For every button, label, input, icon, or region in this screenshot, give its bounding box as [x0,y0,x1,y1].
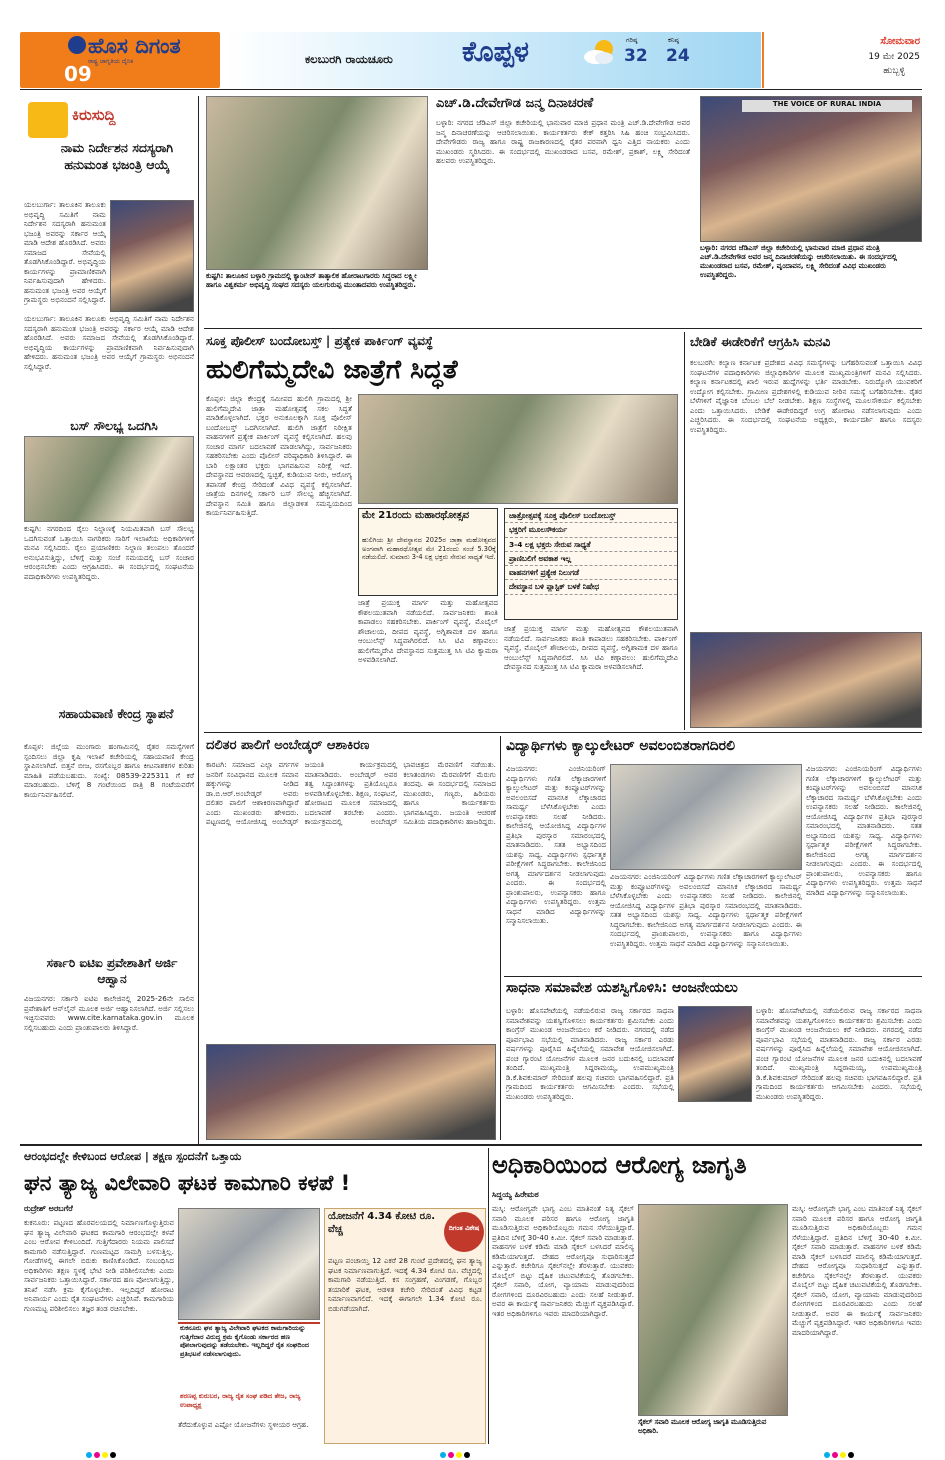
registration-marks-left [86,1452,116,1458]
bedike-headline: ಬೇಡಿಕೆ ಈಡೇರಿಕೆಗೆ ಆಗ್ರಹಿಸಿ ಮನವಿ [690,334,831,349]
huligemma-headline: ಹುಲಿಗೆಮ್ಮದೇವಿ ಜಾತ್ರೆಗೆ ಸಿದ್ಧತೆ [206,355,458,385]
bedike-photo [690,632,922,728]
row2-rule [204,732,922,733]
temp-min-value: 24 [666,46,690,66]
devegowda-heading: ಎಚ್.ಡಿ.ದೇವೇಗೌಡ ಜನ್ಮ ದಿನಾಚರಣೆ [436,96,594,111]
bottom-divider [488,1148,489,1444]
ghana-headline: ಘನ ತ್ಯಾಜ್ಯ ವಿಲೇವಾರಿ ಘಟಕ ಕಾಮಗಾರಿ ಕಳಪೆ ! [24,1171,351,1195]
calculator-rule [504,976,922,977]
devegowda-body: ಬಳ್ಳಾರಿ: ನಗರದ ಜೆಡಿಎಸ್ ಜಿಲ್ಲಾ ಕಚೇರಿಯಲ್ಲಿ ಭಾನುವಾರ ಮಾಜಿ ಪ್ರಧಾನ ಮಂತ್ರಿ ಎಚ್.ಡಿ.ದೇವೇಗೌಡ ಅವರ ಜನ್ಮ ದಿನಾಚರಣೆಯನ್ನು ಆಚರಿಸಲಾಯಿತು. ಕಾರ್ಯಕರ್ತರು ಕೇಕ್ ಕತ್ತರಿಸಿ ಸಿಹಿ ಹಂಚಿ ಸಂಭ್ರಮಿಸಿದರು. ದೇವೇಗೌಡರು ರಾಜ್ಯ ಹಾಗೂ ರಾಷ್ಟ್ರ ರಾಜಕಾರಣದಲ್ಲಿ ರೈತರ ಪರವಾಗಿ ಧ್ವನಿ ಎತ್ತಿದ ನಾಯಕರು ಎಂದು ಮುಖಂಡರು ಸ್ಮರಿಸಿದರು. ಈ ಸಂದರ್ಭದಲ್ಲಿ ಮುಖಂಡರಾದ ಬಸವ, ರಮೇಶ್, ಪ್ರಕಾಶ್, ಲಕ್ಷ್ಮಿ ಸೇರಿದಂತೆ ಹಲವರು ಉಪಸ್ಥಿತರಿದ್ದರು. [436,118,690,165]
bedike-body: ಕಲಬುರಗಿ: ಕಲ್ಯಾಣ ಕರ್ನಾಟಕ ಪ್ರದೇಶದ ವಿವಿಧ ಸಮಸ್ಯೆಗಳನ್ನು ಬಗೆಹರಿಸುವಂತೆ ಒತ್ತಾಯಿಸಿ ವಿವಿಧ ಸಂಘಟನೆಗಳ ಪದಾಧಿಕಾರಿಗಳು ಜಿಲ್ಲಾಧಿಕಾರಿಗಳ ಮೂಲಕ ಮುಖ್ಯಮಂತ್ರಿಗಳಿಗೆ ಮನವಿ ಸಲ್ಲಿಸಿದರು. ಕಲ್ಯಾಣ ಕರ್ನಾಟಕದಲ್ಲಿ ಖಾಲಿ ಇರುವ ಹುದ್ದೆಗಳನ್ನು ಭರ್ತಿ ಮಾಡಬೇಕು. ನಿರುದ್ಯೋಗಿ ಯುವಕರಿಗೆ ಉದ್ಯೋಗ ಕಲ್ಪಿಸಬೇಕು. ಗ್ರಾಮೀಣ ಪ್ರದೇಶಗಳಲ್ಲಿ ಕುಡಿಯುವ ನೀರಿನ ಸಮಸ್ಯೆ ಬಗೆಹರಿಸಬೇಕು. ರೈತರ ಬೆಳೆಗಳಿಗೆ ವೈಜ್ಞಾನಿಕ ಬೆಂಬಲ ಬೆಲೆ ನೀಡಬೇಕು. ಶಿಕ್ಷಣ ಸಂಸ್ಥೆಗಳಲ್ಲಿ ಮೂಲಸೌಕರ್ಯ ಕಲ್ಪಿಸಬೇಕು ಎಂದು ಒತ್ತಾಯಿಸಿದರು. ಬೇಡಿಕೆ ಈಡೇರದಿದ್ದರೆ ಉಗ್ರ ಹೋರಾಟ ನಡೆಸಲಾಗುವುದು ಎಂದು ಎಚ್ಚರಿಸಿದರು. ಈ ಸಂದರ್ಭದಲ್ಲಿ ಸಂಘಟನೆಯ ಅಧ್ಯಕ್ಷರು, ಕಾರ್ಯದರ್ಶಿ ಹಾಗೂ ಸದಸ್ಯರು ಉಪಸ್ಥಿತರಿದ್ದರು. [690,358,922,434]
ghana-cost-title: ಯೋಜನೆಗೆ 4.34 ಕೋಟಿ ರೂ. ವೆಚ್ಚ [328,1211,436,1235]
ghana-kicker: ಆರಂಭದಲ್ಲೇ ಕೇಳಿಬಂದ ಆರೋಪ | ತಕ್ಷಣ ಸ್ಪಂದನೆಗೆ ಒತ್ತಾಯ [24,1150,242,1163]
item2-title: ಬಸ್ ಸೌಲಭ್ಯ ಒದಗಿಸಿ [70,418,158,433]
bullet-item: ದೇವಸ್ಥಾನ ಬಳಿ ಪ್ಲಾಸ್ಟಿಕ್ ಬಳಕೆ ನಿಷೇಧ [505,580,677,594]
bullet-item: ವಾಹನಗಳಿಗೆ ಪ್ರತ್ಯೇಕ ನಿಲುಗಡೆ [505,566,677,580]
item4-body: ವಿಜಯನಗರ: ಸರ್ಕಾರಿ ಐಟಿಐ ಕಾಲೇಜಿನಲ್ಲಿ 2025-26ನೇ ಸಾಲಿನ ಪ್ರವೇಶಾತಿಗೆ ಆನ್‌ಲೈನ್ ಮೂಲಕ ಅರ್ಜಿ ಆಹ್ವಾನಿಸಲಾಗಿದೆ. ಅರ್ಜಿ ಸಲ್ಲಿಸಲು ಇಚ್ಛಿಸುವವರು www.cite.karnataka.gov.in ಮೂಲಕ ಸಲ್ಲಿಸಬಹುದು ಎಂದು ಪ್ರಾಂಶುಪಾಲರು ತಿಳಿಸಿದ್ದಾರೆ. [24,994,194,1032]
bullet-item: 3-4 ಲಕ್ಷ ಭಕ್ತರು ಸೇರುವ ಸಾಧ್ಯತೆ [505,538,677,552]
arogya-caption: ಸೈಕಲ್ ಸವಾರಿ ಮೂಲಕ ಆರೋಗ್ಯ ಜಾಗೃತಿ ಮೂಡಿಸುತ್ತಿರುವ ಅಧಿಕಾರಿ. [638,1418,767,1435]
sadhana-headline: ಸಾಧನಾ ಸಮಾವೇಶ ಯಶಸ್ವಿಗೊಳಿಸಿ: ಆಂಜನೇಯಲು [506,980,738,996]
masthead-rule [20,89,922,90]
ghana-photo [178,1208,320,1320]
arogya-cyclist-photo [638,1204,788,1416]
ambedkar-body: ಕಾರಟಗಿ: ಸಮಾಜದ ಎಲ್ಲಾ ವರ್ಗಗಳ ಜನರಿಗೆ ಸಂವಿಧಾನದ ಮೂಲಕ ಸಮಾನ ಹಕ್ಕುಗಳನ್ನು ನೀಡಿದ ಡಾ.ಬಿ.ಆರ್.ಅಂಬೇಡ್ಕರ್ ಅವರು ದಲಿತರ ಪಾಲಿಗೆ ಆಶಾಕಿರಣವಾಗಿದ್ದಾರೆ ಎಂದು ಮುಖಂಡರು ಹೇಳಿದರು. ಪಟ್ಟಣದಲ್ಲಿ ಆಯೋಜಿಸಿದ್ದ ಅಂಬೇಡ್ಕರ್ ಜಯಂತಿ ಕಾರ್ಯಕ್ರಮದಲ್ಲಿ ಮಾತನಾಡಿದರು. ಅಂಬೇಡ್ಕರ್ ಅವರ ತತ್ವ ಸಿದ್ಧಾಂತಗಳನ್ನು ಪ್ರತಿಯೊಬ್ಬರೂ ಅಳವಡಿಸಿಕೊಳ್ಳಬೇಕು. ಶಿಕ್ಷಣ, ಸಂಘಟನೆ, ಹೋರಾಟದ ಮೂಲಕ ಸಮಾಜದಲ್ಲಿ ಬದಲಾವಣೆ ತರಬೇಕು ಎಂದರು. ಕಾರ್ಯಕ್ರಮದಲ್ಲಿ ಅಂಬೇಡ್ಕರ್ ಭಾವಚಿತ್ರದ ಮೆರವಣಿಗೆ ನಡೆಯಿತು. ಕಲಾತಂಡಗಳು ಮೆರವಣಿಗೆಗೆ ಮೆರುಗು ತಂದವು. ಈ ಸಂದರ್ಭದಲ್ಲಿ ಸಮಾಜದ ಮುಖಂಡರು, ಗಣ್ಯರು, ಹಿರಿಯರು ಹಾಗೂ ಕಾರ್ಯಕರ್ತರು ಭಾಗವಹಿಸಿದ್ದರು. ಜಯಂತಿ ಆಚರಣೆ ಸಮಿತಿಯ ಪದಾಧಿಕಾರಿಗಳು ಹಾಜರಿದ್ದರು. [206,760,496,826]
issue-date: 19 ಮೇ 2025 [868,52,920,62]
kirusuddi-label: ಕಿರುಸುದ್ದಿ [72,106,116,124]
masthead [0,0,945,90]
huligemma-body2: ಜಾತ್ರೆ ಪ್ರಯುಕ್ತ ಮಾರ್ಗ ಮತ್ತು ಮಹೋತ್ಸವದ ಕೌಶಲಯುತವಾಗಿ ನಡೆಯಲಿದೆ. ಸಾರ್ವಜನಿಕರು ಶಾಂತಿ ಕಾಪಾಡಲು ಸಹಕರಿಸಬೇಕು. ಪಾರ್ಕಿಂಗ್ ವ್ಯವಸ್ಥೆ, ಮೊಬೈಲ್ ಶೌಚಾಲಯ, ದೀಪದ ವ್ಯವಸ್ಥೆ, ಅಗ್ನಿಶಾಮಕ ದಳ ಹಾಗೂ ಆಂಬುಲೆನ್ಸ್ ಸಿದ್ಧವಾಗಿರಲಿದೆ. ಸಿಸಿ ಟಿವಿ ಕಣ್ಗಾವಲು: ಹುಲಿಗೆಮ್ಮದೇವಿ ದೇವಸ್ಥಾನದ ಸುತ್ತಮುತ್ತ ಸಿಸಿ ಟಿವಿ ಕ್ಯಾಮರಾ ಅಳವಡಿಸಲಾಗಿದೆ. [358,598,498,664]
bullet-item: ಪ್ರಾಣಿಬಲಿಗೆ ಅವಕಾಶ ಇಲ್ಲ [505,552,677,566]
item2-body: ಕುಷ್ಟಗಿ: ನಗರದಿಂದ ರೈಲು ನಿಲ್ದಾಣಕ್ಕೆ ನಿಯಮಿತವಾಗಿ ಬಸ್ ಸೌಲಭ್ಯ ಒದಗಿಸುವಂತೆ ಒತ್ತಾಯಿಸಿ ನಾಗರಿಕರು ಸಾರಿಗೆ ಇಲಾಖೆಯ ಅಧಿಕಾರಿಗಳಿಗೆ ಮನವಿ ಸಲ್ಲಿಸಿದರು. ರೈಲು ಪ್ರಯಾಣಿಕರು ನಿಲ್ದಾಣ ತಲುಪಲು ತೊಂದರೆ ಅನುಭವಿಸುತ್ತಿದ್ದು, ಬೆಳಿಗ್ಗೆ ಮತ್ತು ಸಂಜೆ ಸಮಯದಲ್ಲಿ ಬಸ್ ಸಂಚಾರ ಆರಂಭಿಸಬೇಕು ಎಂದು ಆಗ್ರಹಿಸಿದರು. ಈ ಸಂದರ್ಭದಲ್ಲಿ ಸಂಘಟನೆಯ ಪದಾಧಿಕಾರಿಗಳು ಉಪಸ್ಥಿತರಿದ್ದರು. [24,524,194,581]
calculator-headline: ವಿದ್ಯಾರ್ಥಿಗಳು ಕ್ಯಾಲ್ಕುಲೇಟರ್ ಅವಲಂಬಿತರಾಗದಿರಲಿ [506,738,736,754]
kirusuddi-column [20,96,196,1144]
kushtagi-photo [206,96,428,270]
temp-min-label: ಕನಿಷ್ಠ [668,36,679,44]
registration-marks-right [824,1452,854,1458]
district-name: ಕೊಪ್ಪಳ [462,35,529,68]
item3-title: ಸಹಾಯವಾಣಿ ಕೇಂದ್ರ ಸ್ಥಾಪನೆ [58,706,174,721]
ghana-body-col1: ಕುಕನೂರು: ಪಟ್ಟಣದ ಹೊರವಲಯದಲ್ಲಿ ನಿರ್ಮಾಣಗೊಳ್ಳುತ್ತಿರುವ ಘನ ತ್ಯಾಜ್ಯ ವಿಲೇವಾರಿ ಘಟಕದ ಕಾಮಗಾರಿ ಆರಂಭದಲ್ಲೇ ಕಳಪೆ ಎಂಬ ಆರೋಪ ಕೇಳಿಬಂದಿದೆ. ಗುತ್ತಿಗೆದಾರರು ನಿಯಮ ಪಾಲಿಸದೆ ಕಾಮಗಾರಿ ನಡೆಸುತ್ತಿದ್ದಾರೆ. ಗುಣಮಟ್ಟದ ಸಾಮಗ್ರಿ ಬಳಸುತ್ತಿಲ್ಲ. ಗೋಡೆಗಳಲ್ಲಿ ಈಗಲೇ ಬಿರುಕು ಕಾಣಿಸಿಕೊಂಡಿದೆ. ಸಂಬಂಧಿಸಿದ ಅಧಿಕಾರಿಗಳು ತಕ್ಷಣ ಸ್ಥಳಕ್ಕೆ ಭೇಟಿ ನೀಡಿ ಪರಿಶೀಲಿಸಬೇಕು ಎಂದು ಸಾರ್ವಜನಿಕರು ಒತ್ತಾಯಿಸಿದ್ದಾರೆ. ಸರ್ಕಾರದ ಹಣ ಪೋಲಾಗುತ್ತಿದ್ದು, ತನಿಖೆ ನಡೆಸಿ ಕ್ರಮ ಕೈಗೊಳ್ಳಬೇಕು. ಇಲ್ಲದಿದ್ದರೆ ಹೋರಾಟ ಅನಿವಾರ್ಯ ಎಂದು ರೈತ ಸಂಘಟನೆಗಳು ಎಚ್ಚರಿಸಿವೆ. ಕಾಮಗಾರಿಯ ಗುಣಮಟ್ಟ ಪರಿಶೀಲಿಸಲು ತಜ್ಞರ ತಂಡ ರಚಿಸಬೇಕು. [24,1218,174,1313]
rathotsava-title: ಮೇ 21ರಂದು ಮಹಾರಥೋತ್ಸವ [362,510,470,521]
temp-max-value: 32 [624,46,648,66]
left-column-divider [198,96,199,1144]
huligemma-kicker: ಸೂಕ್ತ ಪೊಲೀಸ್ ಬಂದೋಬಸ್ತ್ | ಪ್ರತ್ಯೇಕ ಪಾರ್ಕಿಂಗ್ ವ್ಯವಸ್ಥೆ [206,334,434,348]
row1-rule [204,328,922,329]
sub-districts: ಕಲಬುರಗಿ ರಾಯಚೂರು [305,52,393,66]
bullet-item: ಜಾತ್ರೋತ್ಸವಕ್ಕೆ ಸೂಕ್ತ ಪೊಲೀಸ್ ಬಂದೋಬಸ್ತ್ [505,509,677,523]
rathotsava-body: ಹುಲಿಗಿಯ ಶ್ರೀ ದೇವಸ್ಥಾನದ 2025ರ ಜಾತ್ರಾ ಮಹೋತ್ಸವದ ಅಂಗವಾಗಿ ಮಹಾರಥೋತ್ಸವ ಮೇ 21ರಂದು ಸಂಜೆ 5.30ಕ್ಕೆ ನಡೆಯಲಿದೆ. ಸುಮಾರು 3-4 ಲಕ್ಷ ಭಕ್ತರು ಸೇರುವ ಸಾಧ್ಯತೆ ಇದೆ. [362,536,496,562]
item3-body: ಕೊಪ್ಪಳ: ಜಿಲ್ಲೆಯ ಮುಂಗಾರು ಹಂಗಾಮಿನಲ್ಲಿ ರೈತರ ಸಮಸ್ಯೆಗಳಿಗೆ ಸ್ಪಂದಿಸಲು ಜಿಲ್ಲಾ ಕೃಷಿ ಇಲಾಖೆ ಕಚೇರಿಯಲ್ಲಿ ಸಹಾಯವಾಣಿ ಕೇಂದ್ರ ಸ್ಥಾಪಿಸಲಾಗಿದೆ. ಬಿತ್ತನೆ ಬೀಜ, ರಸಗೊಬ್ಬರ ಹಾಗೂ ಕೀಟನಾಶಕಗಳ ಕುರಿತು ಮಾಹಿತಿ ಪಡೆಯಬಹುದು. ಸಂಖ್ಯೆ: 08539-225311 ಗೆ ಕರೆ ಮಾಡಬಹುದು. ಬೆಳಿಗ್ಗೆ 8 ಗಂಟೆಯಿಂದ ರಾತ್ರಿ 8 ಗಂಟೆಯವರೆಗೆ ಕಾರ್ಯನಿರ್ವಹಿಸಲಿದೆ. [24,742,194,799]
brand-logo-icon [68,36,86,54]
bullet-item: ಭಕ್ತರಿಗೆ ಮೂಲಸೌಕರ್ಯ [505,523,677,537]
arogya-body-left: ಮಸ್ಕಿ: ಆರೋಗ್ಯವೇ ಭಾಗ್ಯ ಎಂಬ ಮಾತಿನಂತೆ ನಿತ್ಯ ಸೈಕಲ್ ಸವಾರಿ ಮೂಲಕ ಪರಿಸರ ಹಾಗೂ ಆರೋಗ್ಯ ಜಾಗೃತಿ ಮೂಡಿಸುತ್ತಿರುವ ಅಧಿಕಾರಿಯೊಬ್ಬರು ಗಮನ ಸೆಳೆಯುತ್ತಿದ್ದಾರೆ. ಪ್ರತಿದಿನ ಬೆಳಿಗ್ಗೆ 30-40 ಕಿ.ಮೀ. ಸೈಕಲ್ ಸವಾರಿ ಮಾಡುತ್ತಾರೆ. ವಾಹನಗಳ ಬಳಕೆ ಕಡಿಮೆ ಮಾಡಿ ಸೈಕಲ್ ಬಳಸಿದರೆ ಮಾಲಿನ್ಯ ಕಡಿಮೆಯಾಗುತ್ತದೆ. ದೇಹದ ಆರೋಗ್ಯವೂ ಸುಧಾರಿಸುತ್ತದೆ ಎನ್ನುತ್ತಾರೆ. ಕಚೇರಿಗೂ ಸೈಕಲ್‌ನಲ್ಲೇ ತೆರಳುತ್ತಾರೆ. ಯುವಕರು ಮೊಬೈಲ್ ಬಿಟ್ಟು ದೈಹಿಕ ಚಟುವಟಿಕೆಯಲ್ಲಿ ತೊಡಗಬೇಕು. ಸೈಕಲ್ ಸವಾರಿ, ಯೋಗ, ವ್ಯಾಯಾಮ ಮಾಡುವುದರಿಂದ ರೋಗಗಳಿಂದ ದೂರವಿರಬಹುದು ಎಂದು ಸಲಹೆ ನೀಡುತ್ತಾರೆ. ಅವರ ಈ ಕಾರ್ಯಕ್ಕೆ ಸಾರ್ವಜನಿಕರು ಮೆಚ್ಚುಗೆ ವ್ಯಕ್ತಪಡಿಸಿದ್ದಾರೆ. ಇತರ ಅಧಿಕಾರಿಗಳಿಗೂ ಇವರು ಮಾದರಿಯಾಗಿದ್ದಾರೆ. [492,1204,634,1318]
registration-marks-center [440,1452,470,1458]
kushtagi-caption: ಕುಷ್ಟಗಿ: ತಾಲೂಕಿನ ಬಳ್ಳಾರಿ ಗ್ರಾಮದಲ್ಲಿ ಕ್ಯಾಂಟೀನ್ ತಾತ್ಕಾಲಿಕ ಹೋರಾಟಗಾರರು ಸಿದ್ಧರಾದ ಲಕ್ಷ್ಮೀ ಹಾಗೂ ವಿಶ್ವಕರ್ಮ ಅಭಿವೃದ್ಧಿ ಸಂಘದ ಸದಸ್ಯರು ಯಲಗುರುಪ್ಪ ಮುಂತಾದವರು ಉಪಸ್ಥಿತರಿದ್ದರು. [206,272,417,290]
row3-rule [20,1144,922,1146]
ambedkar-divider [500,736,501,1140]
ghana-byline: ರುದ್ರೇಶ್ ಅರಬಗೆರೆ [24,1204,73,1213]
digantha-badge-text: ದಿಗಂತ ವಿಶೇಷ [448,1224,480,1232]
calculator-body-mid: ವಿಜಯನಗರ: ಎಂಜಿನಿಯರಿಂಗ್ ವಿದ್ಯಾರ್ಥಿಗಳು ಗಣಿತ ಲೆಕ್ಕಾಚಾರಗಳಿಗೆ ಕ್ಯಾಲ್ಕುಲೇಟರ್ ಮತ್ತು ಕಂಪ್ಯೂಟರ್‌ಗಳನ್ನು ಅವಲಂಬಿಸದೆ ಮಾನಸಿಕ ಲೆಕ್ಕಾಚಾರದ ಸಾಮರ್ಥ್ಯ ಬೆಳೆಸಿಕೊಳ್ಳಬೇಕು ಎಂದು ಉಪನ್ಯಾಸಕರು ಸಲಹೆ ನೀಡಿದರು. ಕಾಲೇಜಿನಲ್ಲಿ ಆಯೋಜಿಸಿದ್ದ ವಿದ್ಯಾರ್ಥಿಗಳ ಪ್ರತಿಭಾ ಪುರಸ್ಕಾರ ಸಮಾರಂಭದಲ್ಲಿ ಮಾತನಾಡಿದರು. ಸತತ ಅಭ್ಯಾಸದಿಂದ ಯಶಸ್ಸು ಸಾಧ್ಯ. ವಿದ್ಯಾರ್ಥಿಗಳು ಸ್ಪರ್ಧಾತ್ಮಕ ಪರೀಕ್ಷೆಗಳಿಗೆ ಸಿದ್ಧರಾಗಬೇಕು. ಕಾಲೇಜಿನಿಂದ ಅಗತ್ಯ ಮಾರ್ಗದರ್ಶನ ನೀಡಲಾಗುವುದು ಎಂದರು. ಈ ಸಂದರ್ಭದಲ್ಲಿ ಪ್ರಾಂಶುಪಾಲರು, ಉಪನ್ಯಾಸಕರು ಹಾಗೂ ವಿದ್ಯಾರ್ಥಿಗಳು ಉಪಸ್ಥಿತರಿದ್ದರು. ಉತ್ತಮ ಸಾಧನೆ ಮಾಡಿದ ವಿದ್ಯಾರ್ಥಿಗಳನ್ನು ಸನ್ಮಾನಿಸಲಾಯಿತು. [610,872,802,948]
item1-photo [110,200,194,312]
page-number: 09 [64,62,92,86]
ghana-quote: ಕುಕನೂರು ಘನ ತ್ಯಾಜ್ಯ ವಿಲೇವಾರಿ ಘಟಕದ ಕಾಮಗಾರಿಯನ್ನು ಗುತ್ತಿಗೆದಾರ ವಿರುದ್ಧ ಕ್ರಮ ಕೈಗೊಂಡು ಸರ್ಕಾರದ ಹಣ ಪೋಲಾಗುವುದನ್ನು ತಡೆಯಬೇಕು. ಇಲ್ಲದಿದ್ದರೆ ರೈತ ಸಂಘದಿಂದ ಪ್ರತಿಭಟನೆ ನಡೆಸಲಾಗುವುದು. [180,1324,310,1358]
brand-tagline: ರಾಷ್ಟ್ರ ಜಾಗೃತಿಯ ದೈನಿಕ [88,58,134,65]
item1-body-cont: ಯಲಬುರ್ಗಾ: ತಾಲೂಕಿನ ತಾಲೂಕು ಅಭಿವೃದ್ಧಿ ಸಮಿತಿಗೆ ನಾಮ ನಿರ್ದೇಶನ ಸದಸ್ಯರಾಗಿ ಹನುಮಂತ ಭಜಂತ್ರಿ ಅವರನ್ನು ಸರ್ಕಾರ ಆಯ್ಕೆ ಮಾಡಿ ಆದೇಶ ಹೊರಡಿಸಿದೆ. ಅವರು ಸಮಾಜದ ಸೇವೆಯಲ್ಲಿ ತೊಡಗಿಸಿಕೊಂಡಿದ್ದಾರೆ. ಅಭಿವೃದ್ಧಿಯ ಕಾರ್ಯಗಳನ್ನು ಪ್ರಾಮಾಣಿಕವಾಗಿ ನಿರ್ವಹಿಸುವುದಾಗಿ ಹೇಳಿದರು. ಹನುಮಂತ ಭಜಂತ್ರಿ ಅವರ ಆಯ್ಕೆಗೆ ಗ್ರಾಮಸ್ಥರು ಅಭಿನಂದನೆ ಸಲ್ಲಿಸಿದ್ದಾರೆ. [24,314,194,371]
sadhana-body-right: ಬಳ್ಳಾರಿ: ಹೊಸಪೇಟೆಯಲ್ಲಿ ನಡೆಯಲಿರುವ ರಾಜ್ಯ ಸರ್ಕಾರದ ಸಾಧನಾ ಸಮಾವೇಶವನ್ನು ಯಶಸ್ವಿಗೊಳಿಸಲು ಕಾರ್ಯಕರ್ತರು ಶ್ರಮಿಸಬೇಕು ಎಂದು ಕಾಂಗ್ರೆಸ್ ಮುಖಂಡ ಆಂಜನೇಯಲು ಕರೆ ನೀಡಿದರು. ನಗರದಲ್ಲಿ ನಡೆದ ಪೂರ್ವಭಾವಿ ಸಭೆಯಲ್ಲಿ ಮಾತನಾಡಿದರು. ರಾಜ್ಯ ಸರ್ಕಾರ ಎರಡು ವರ್ಷಗಳನ್ನು ಪೂರೈಸಿದ ಹಿನ್ನೆಲೆಯಲ್ಲಿ ಸಮಾವೇಶ ಆಯೋಜಿಸಲಾಗಿದೆ. ಪಂಚ ಗ್ಯಾರಂಟಿ ಯೋಜನೆಗಳ ಮೂಲಕ ಜನರ ಬದುಕಿನಲ್ಲಿ ಬದಲಾವಣೆ ತಂದಿದೆ. ಮುಖ್ಯಮಂತ್ರಿ ಸಿದ್ದರಾಮಯ್ಯ, ಉಪಮುಖ್ಯಮಂತ್ರಿ ಡಿ.ಕೆ.ಶಿವಕುಮಾರ್ ಸೇರಿದಂತೆ ಹಲವು ಸಚಿವರು ಭಾಗವಹಿಸಲಿದ್ದಾರೆ. ಪ್ರತಿ ಗ್ರಾಮದಿಂದ ಕಾರ್ಯಕರ್ತರು ಆಗಮಿಸಬೇಕು ಎಂದರು. ಸಭೆಯಲ್ಲಿ ಮುಖಂಡರು ಉಪಸ್ಥಿತರಿದ್ದರು. [756,1006,922,1101]
arogya-byline: ಸಿದ್ದಯ್ಯ ಹಿರೇಮಠ [492,1190,539,1199]
sadhana-body-left: ಬಳ್ಳಾರಿ: ಹೊಸಪೇಟೆಯಲ್ಲಿ ನಡೆಯಲಿರುವ ರಾಜ್ಯ ಸರ್ಕಾರದ ಸಾಧನಾ ಸಮಾವೇಶವನ್ನು ಯಶಸ್ವಿಗೊಳಿಸಲು ಕಾರ್ಯಕರ್ತರು ಶ್ರಮಿಸಬೇಕು ಎಂದು ಕಾಂಗ್ರೆಸ್ ಮುಖಂಡ ಆಂಜನೇಯಲು ಕರೆ ನೀಡಿದರು. ನಗರದಲ್ಲಿ ನಡೆದ ಪೂರ್ವಭಾವಿ ಸಭೆಯಲ್ಲಿ ಮಾತನಾಡಿದರು. ರಾಜ್ಯ ಸರ್ಕಾರ ಎರಡು ವರ್ಷಗಳನ್ನು ಪೂರೈಸಿದ ಹಿನ್ನೆಲೆಯಲ್ಲಿ ಸಮಾವೇಶ ಆಯೋಜಿಸಲಾಗಿದೆ. ಪಂಚ ಗ್ಯಾರಂಟಿ ಯೋಜನೆಗಳ ಮೂಲಕ ಜನರ ಬದುಕಿನಲ್ಲಿ ಬದಲಾವಣೆ ತಂದಿದೆ. ಮುಖ್ಯಮಂತ್ರಿ ಸಿದ್ದರಾಮಯ್ಯ, ಉಪಮುಖ್ಯಮಂತ್ರಿ ಡಿ.ಕೆ.ಶಿವಕುಮಾರ್ ಸೇರಿದಂತೆ ಹಲವು ಸಚಿವರು ಭಾಗವಹಿಸಲಿದ್ದಾರೆ. ಪ್ರತಿ ಗ್ರಾಮದಿಂದ ಕಾರ್ಯಕರ್ತರು ಆಗಮಿಸಬೇಕು ಎಂದರು. ಸಭೆಯಲ್ಲಿ ಮುಖಂಡರು ಉಪಸ್ಥಿತರಿದ್ದರು. [506,1006,674,1101]
calculator-body-left: ವಿಜಯನಗರ: ಎಂಜಿನಿಯರಿಂಗ್ ವಿದ್ಯಾರ್ಥಿಗಳು ಗಣಿತ ಲೆಕ್ಕಾಚಾರಗಳಿಗೆ ಕ್ಯಾಲ್ಕುಲೇಟರ್ ಮತ್ತು ಕಂಪ್ಯೂಟರ್‌ಗಳನ್ನು ಅವಲಂಬಿಸದೆ ಮಾನಸಿಕ ಲೆಕ್ಕಾಚಾರದ ಸಾಮರ್ಥ್ಯ ಬೆಳೆಸಿಕೊಳ್ಳಬೇಕು ಎಂದು ಉಪನ್ಯಾಸಕರು ಸಲಹೆ ನೀಡಿದರು. ಕಾಲೇಜಿನಲ್ಲಿ ಆಯೋಜಿಸಿದ್ದ ವಿದ್ಯಾರ್ಥಿಗಳ ಪ್ರತಿಭಾ ಪುರಸ್ಕಾರ ಸಮಾರಂಭದಲ್ಲಿ ಮಾತನಾಡಿದರು. ಸತತ ಅಭ್ಯಾಸದಿಂದ ಯಶಸ್ಸು ಸಾಧ್ಯ. ವಿದ್ಯಾರ್ಥಿಗಳು ಸ್ಪರ್ಧಾತ್ಮಕ ಪರೀಕ್ಷೆಗಳಿಗೆ ಸಿದ್ಧರಾಗಬೇಕು. ಕಾಲೇಜಿನಿಂದ ಅಗತ್ಯ ಮಾರ್ಗದರ್ಶನ ನೀಡಲಾಗುವುದು ಎಂದರು. ಈ ಸಂದರ್ಭದಲ್ಲಿ ಪ್ರಾಂಶುಪಾಲರು, ಉಪನ್ಯಾಸಕರು ಹಾಗೂ ವಿದ್ಯಾರ್ಥಿಗಳು ಉಪಸ್ಥಿತರಿದ್ದರು. ಉತ್ತಮ ಸಾಧನೆ ಮಾಡಿದ ವಿದ್ಯಾರ್ಥಿಗಳನ್ನು ಸನ್ಮಾನಿಸಲಾಯಿತು. [506,764,606,925]
rural-banner: THE VOICE OF RURAL INDIA [742,100,912,112]
ghana-quote-author: ಶರಣಪ್ಪ ಕುರುಬರ, ರಾಜ್ಯ ರೈತ ಸಂಘ ಪಡಿದ ತೇಜ, ರಾಜ್ಯ ಉಪಾಧ್ಯಕ್ಷ [180,1392,301,1409]
item4-title: ಸರ್ಕಾರಿ ಐಟಿಐ ಪ್ರವೇಶಾತಿಗೆ ಅರ್ಜಿ ಆಹ್ವಾನ [46,956,178,986]
huligemma-bullets [504,508,678,620]
calculator-photo [610,764,802,870]
weekday: ಸೋಮವಾರ [880,36,920,47]
temp-max-label: ಗರಿಷ್ಠ [626,36,638,44]
hand-icon [28,102,68,138]
edition-city: ಹುಬ್ಬಳ್ಳಿ [883,66,905,76]
ghana-footer-note: ತೆರೆದುಕೊಳ್ಳುವ ಎಷ್ಟೋ ಯೋಜನೆಗಳು ಸ್ಥಳೀಯರ ಆಗ್ರಹ. [178,1420,309,1429]
brand-name: ಹೊಸ ದಿಗಂತ [88,34,181,58]
weather-cloud-icon [582,38,616,66]
devegowda-caption: ಬಳ್ಳಾರಿ: ನಗರದ ಜೆಡಿಎಸ್ ಜಿಲ್ಲಾ ಕಚೇರಿಯಲ್ಲಿ ಭಾನುವಾರ ಮಾಜಿ ಪ್ರಧಾನ ಮಂತ್ರಿ ಎಚ್.ಡಿ.ದೇವೇಗೌಡ ಅವರ ಜನ್ಮ ದಿನಾಚರಣೆಯನ್ನು ಆಚರಿಸಲಾಯಿತು. ಈ ಸಂದರ್ಭದಲ್ಲಿ ಮುಖಂಡರಾದ ಬಸವ, ರಮೇಶ್, ವೃಂದಾವನ, ಲಕ್ಷ್ಮಿ ಸೇರಿದಂತೆ ವಿವಿಧ ಮುಖಂಡರು ಉಪಸ್ಥಿತರಿದ್ದರು. [700,244,898,280]
ambedkar-headline: ದಲಿತರ ಪಾಲಿಗೆ ಅಂಬೇಡ್ಕರ್ ಆಶಾಕಿರಣ [206,738,370,753]
item1-title: ನಾಮ ನಿರ್ದೇಶನ ಸದಸ್ಯರಾಗಿ ಹನುಮಂತ ಭಜಂತ್ರಿ ಆಯ್ಕೆ [60,140,174,172]
calculator-body-right: ವಿಜಯನಗರ: ಎಂಜಿನಿಯರಿಂಗ್ ವಿದ್ಯಾರ್ಥಿಗಳು ಗಣಿತ ಲೆಕ್ಕಾಚಾರಗಳಿಗೆ ಕ್ಯಾಲ್ಕುಲೇಟರ್ ಮತ್ತು ಕಂಪ್ಯೂಟರ್‌ಗಳನ್ನು ಅವಲಂಬಿಸದೆ ಮಾನಸಿಕ ಲೆಕ್ಕಾಚಾರದ ಸಾಮರ್ಥ್ಯ ಬೆಳೆಸಿಕೊಳ್ಳಬೇಕು ಎಂದು ಉಪನ್ಯಾಸಕರು ಸಲಹೆ ನೀಡಿದರು. ಕಾಲೇಜಿನಲ್ಲಿ ಆಯೋಜಿಸಿದ್ದ ವಿದ್ಯಾರ್ಥಿಗಳ ಪ್ರತಿಭಾ ಪುರಸ್ಕಾರ ಸಮಾರಂಭದಲ್ಲಿ ಮಾತನಾಡಿದರು. ಸತತ ಅಭ್ಯಾಸದಿಂದ ಯಶಸ್ಸು ಸಾಧ್ಯ. ವಿದ್ಯಾರ್ಥಿಗಳು ಸ್ಪರ್ಧಾತ್ಮಕ ಪರೀಕ್ಷೆಗಳಿಗೆ ಸಿದ್ಧರಾಗಬೇಕು. ಕಾಲೇಜಿನಿಂದ ಅಗತ್ಯ ಮಾರ್ಗದರ್ಶನ ನೀಡಲಾಗುವುದು ಎಂದರು. ಈ ಸಂದರ್ಭದಲ್ಲಿ ಪ್ರಾಂಶುಪಾಲರು, ಉಪನ್ಯಾಸಕರು ಹಾಗೂ ವಿದ್ಯಾರ್ಥಿಗಳು ಉಪಸ್ಥಿತರಿದ್ದರು. ಉತ್ತಮ ಸಾಧನೆ ಮಾಡಿದ ವಿದ್ಯಾರ್ಥಿಗಳನ್ನು ಸನ್ಮಾನಿಸಲಾಯಿತು. [806,764,922,897]
ghana-cost-body: ಪಟ್ಟಣ ಪಂಚಾಯ್ತಿ 12 ಎಕರೆ 28 ಗುಂಟೆ ಪ್ರದೇಶದಲ್ಲಿ ಘನ ತ್ಯಾಜ್ಯ ಘಟಕ ನಿರ್ಮಾಣವಾಗುತ್ತಿದೆ. ಇದಕ್ಕೆ 4.34 ಕೋಟಿ ರೂ. ವೆಚ್ಚದಲ್ಲಿ ಕಾಮಗಾರಿ ನಡೆಯುತ್ತಿದೆ. ಕಸ ಸಂಗ್ರಹಣೆ, ವಿಂಗಡಣೆ, ಗೊಬ್ಬರ ತಯಾರಿಕೆ ಘಟಕ, ಆಡಳಿತ ಕಚೇರಿ ಸೇರಿದಂತೆ ವಿವಿಧ ಕಟ್ಟಡ ನಿರ್ಮಾಣವಾಗಲಿದೆ. ಇದಕ್ಕೆ ಈಗಾಗಲೇ 1.34 ಕೋಟಿ ರೂ. ಬಿಡುಗಡೆಯಾಗಿದೆ. [328,1256,482,1313]
center-right-divider [684,332,685,730]
item1-body: ಯಲಬುರ್ಗಾ: ತಾಲೂಕಿನ ತಾಲೂಕು ಅಭಿವೃದ್ಧಿ ಸಮಿತಿಗೆ ನಾಮ ನಿರ್ದೇಶನ ಸದಸ್ಯರಾಗಿ ಹನುಮಂತ ಭಜಂತ್ರಿ ಅವರನ್ನು ಸರ್ಕಾರ ಆಯ್ಕೆ ಮಾಡಿ ಆದೇಶ ಹೊರಡಿಸಿದೆ. ಅವರು ಸಮಾಜದ ಸೇವೆಯಲ್ಲಿ ತೊಡಗಿಸಿಕೊಂಡಿದ್ದಾರೆ. ಅಭಿವೃದ್ಧಿಯ ಕಾರ್ಯಗಳನ್ನು ಪ್ರಾಮಾಣಿಕವಾಗಿ ನಿರ್ವಹಿಸುವುದಾಗಿ ಹೇಳಿದರು. ಹನುಮಂತ ಭಜಂತ್ರಿ ಅವರ ಆಯ್ಕೆಗೆ ಗ್ರಾಮಸ್ಥರು ಅಭಿನಂದನೆ ಸಲ್ಲಿಸಿದ್ದಾರೆ. [24,200,106,304]
ambedkar-photo [206,1044,496,1140]
item2-photo [24,436,194,522]
devegowda-photo [700,96,922,242]
sadhana-portrait [678,1006,752,1102]
huligemma-photo [358,394,678,504]
huligemma-body: ಕೊಪ್ಪಳ: ಜಿಲ್ಲಾ ಕೇಂದ್ರಕ್ಕೆ ಸಮೀಪದ ಹುಲಿಗಿ ಗ್ರಾಮದಲ್ಲಿ ಶ್ರೀ ಹುಲಿಗೆಮ್ಮದೇವಿ ಜಾತ್ರಾ ಮಹೋತ್ಸವಕ್ಕೆ ಸಕಲ ಸಿದ್ಧತೆ ಮಾಡಿಕೊಳ್ಳಲಾಗಿದೆ. ಭಕ್ತರ ಅನುಕೂಲಕ್ಕಾಗಿ ಸೂಕ್ತ ಪೊಲೀಸ್ ಬಂದೋಬಸ್ತ್ ಒದಗಿಸಲಾಗಿದೆ. ಹುಲಿಗಿ ಜಾತ್ರೆಗೆ ನಿರೀಕ್ಷಿತ ವಾಹನಗಳಿಗೆ ಪ್ರತ್ಯೇಕ ಪಾರ್ಕಿಂಗ್ ವ್ಯವಸ್ಥೆ ಕಲ್ಪಿಸಲಾಗಿದೆ. ಹಲವು ಸಂಚಾರ ಮಾರ್ಗ ಬದಲಾವಣೆ ಮಾಡಲಾಗಿದ್ದು, ಸಾರ್ವಜನಿಕರು ಸಹಕರಿಸಬೇಕು ಎಂದು ಪೊಲೀಸ್ ವರಿಷ್ಠಾಧಿಕಾರಿ ತಿಳಿಸಿದ್ದಾರೆ. ಈ ಬಾರಿ ಲಕ್ಷಾಂತರ ಭಕ್ತರು ಭಾಗವಹಿಸುವ ನಿರೀಕ್ಷೆ ಇದೆ. ದೇವಸ್ಥಾನದ ಆವರಣದಲ್ಲಿ ಸ್ವಚ್ಛತೆ, ಕುಡಿಯುವ ನೀರು, ಆರೋಗ್ಯ ತಪಾಸಣೆ ಕೇಂದ್ರ ಸೇರಿದಂತೆ ವಿವಿಧ ವ್ಯವಸ್ಥೆ ಕಲ್ಪಿಸಲಾಗಿದೆ. ಜಾತ್ರೆಯ ದಿನಗಳಲ್ಲಿ ಸರ್ಕಾರಿ ಬಸ್ ಸೌಲಭ್ಯ ಹೆಚ್ಚಿಸಲಾಗಿದೆ. ದೇವಸ್ಥಾನ ಸಮಿತಿ ಹಾಗೂ ಜಿಲ್ಲಾಡಳಿತ ಸಮನ್ವಯದಿಂದ ಕಾರ್ಯನಿರ್ವಹಿಸುತ್ತಿದೆ. [206,394,352,517]
arogya-body-right: ಮಸ್ಕಿ: ಆರೋಗ್ಯವೇ ಭಾಗ್ಯ ಎಂಬ ಮಾತಿನಂತೆ ನಿತ್ಯ ಸೈಕಲ್ ಸವಾರಿ ಮೂಲಕ ಪರಿಸರ ಹಾಗೂ ಆರೋಗ್ಯ ಜಾಗೃತಿ ಮೂಡಿಸುತ್ತಿರುವ ಅಧಿಕಾರಿಯೊಬ್ಬರು ಗಮನ ಸೆಳೆಯುತ್ತಿದ್ದಾರೆ. ಪ್ರತಿದಿನ ಬೆಳಿಗ್ಗೆ 30-40 ಕಿ.ಮೀ. ಸೈಕಲ್ ಸವಾರಿ ಮಾಡುತ್ತಾರೆ. ವಾಹನಗಳ ಬಳಕೆ ಕಡಿಮೆ ಮಾಡಿ ಸೈಕಲ್ ಬಳಸಿದರೆ ಮಾಲಿನ್ಯ ಕಡಿಮೆಯಾಗುತ್ತದೆ. ದೇಹದ ಆರೋಗ್ಯವೂ ಸುಧಾರಿಸುತ್ತದೆ ಎನ್ನುತ್ತಾರೆ. ಕಚೇರಿಗೂ ಸೈಕಲ್‌ನಲ್ಲೇ ತೆರಳುತ್ತಾರೆ. ಯುವಕರು ಮೊಬೈಲ್ ಬಿಟ್ಟು ದೈಹಿಕ ಚಟುವಟಿಕೆಯಲ್ಲಿ ತೊಡಗಬೇಕು. ಸೈಕಲ್ ಸವಾರಿ, ಯೋಗ, ವ್ಯಾಯಾಮ ಮಾಡುವುದರಿಂದ ರೋಗಗಳಿಂದ ದೂರವಿರಬಹುದು ಎಂದು ಸಲಹೆ ನೀಡುತ್ತಾರೆ. ಅವರ ಈ ಕಾರ್ಯಕ್ಕೆ ಸಾರ್ವಜನಿಕರು ಮೆಚ್ಚುಗೆ ವ್ಯಕ್ತಪಡಿಸಿದ್ದಾರೆ. ಇತರ ಅಧಿಕಾರಿಗಳಿಗೂ ಇವರು ಮಾದರಿಯಾಗಿದ್ದಾರೆ. [792,1204,922,1337]
huligemma-body3: ಜಾತ್ರೆ ಪ್ರಯುಕ್ತ ಮಾರ್ಗ ಮತ್ತು ಮಹೋತ್ಸವದ ಕೌಶಲಯುತವಾಗಿ ನಡೆಯಲಿದೆ. ಸಾರ್ವಜನಿಕರು ಶಾಂತಿ ಕಾಪಾಡಲು ಸಹಕರಿಸಬೇಕು. ಪಾರ್ಕಿಂಗ್ ವ್ಯವಸ್ಥೆ, ಮೊಬೈಲ್ ಶೌಚಾಲಯ, ದೀಪದ ವ್ಯವಸ್ಥೆ, ಅಗ್ನಿಶಾಮಕ ದಳ ಹಾಗೂ ಆಂಬುಲೆನ್ಸ್ ಸಿದ್ಧವಾಗಿರಲಿದೆ. ಸಿಸಿ ಟಿವಿ ಕಣ್ಗಾವಲು: ಹುಲಿಗೆಮ್ಮದೇವಿ ದೇವಸ್ಥಾನದ ಸುತ್ತಮುತ್ತ ಸಿಸಿ ಟಿವಿ ಕ್ಯಾಮರಾ ಅಳವಡಿಸಲಾಗಿದೆ. [504,624,678,671]
arogya-headline: ಅಧಿಕಾರಿಯಿಂದ ಆರೋಗ್ಯ ಜಾಗೃತಿ [492,1151,747,1179]
